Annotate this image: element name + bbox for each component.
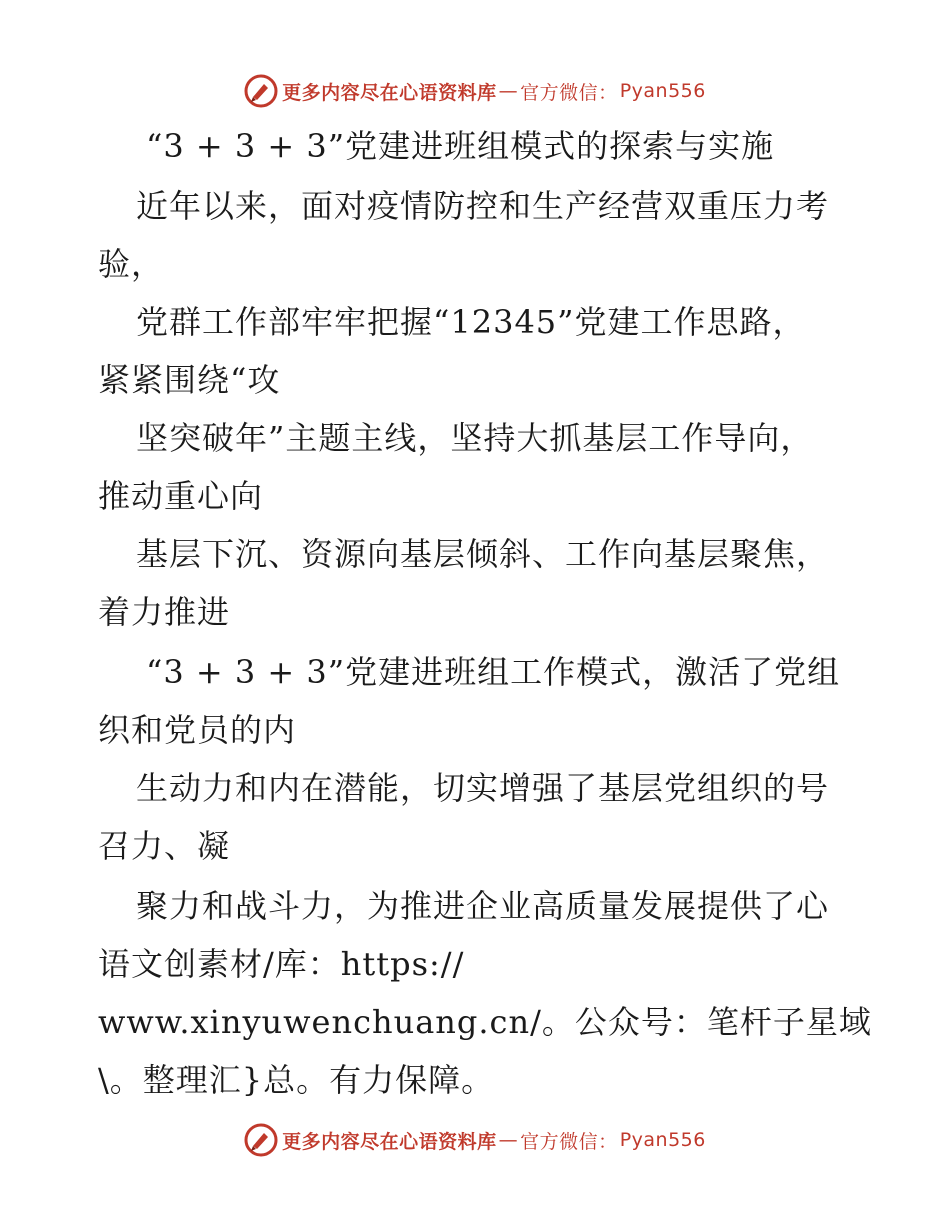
pen-logo-icon <box>244 74 278 108</box>
paragraph-line: 党群工作部牢牢把握“12345”党建工作思路， <box>136 303 806 341</box>
paragraph-line: 坚突破年”主题主线，坚持大抓基层工作导向， <box>136 419 814 457</box>
paragraph-line: “3 + 3 + 3”党建进班组工作模式，激活了党组 <box>146 653 841 691</box>
banner-wechat-id: Pyan556 <box>619 1129 706 1151</box>
banner-lead-text: 更多内容尽在心语资料库 <box>282 81 497 104</box>
paragraph-line: \。整理汇}总。有力保障。 <box>98 1061 495 1099</box>
paragraph-line: 紧紧围绕“攻 <box>98 361 281 399</box>
document-title: “3 + 3 + 3”党建进班组模式的探索与实施 <box>146 127 775 165</box>
paragraph-line: 近年以来，面对疫情防控和生产经营双重压力考 <box>136 187 830 225</box>
paragraph-line: 验， <box>98 245 165 283</box>
footer-banner <box>0 1120 950 1160</box>
paragraph-line: 召力、凝 <box>98 827 231 865</box>
paragraph-line: 语文创素材/库：https:// <box>98 945 465 983</box>
paragraph-line: 着力推进 <box>98 593 231 631</box>
banner-wechat-label: 官方微信： <box>520 81 618 104</box>
paragraph-line: 织和党员的内 <box>98 711 297 749</box>
pen-logo-icon <box>244 1123 278 1157</box>
paragraph-line: 推动重心向 <box>98 477 264 515</box>
header-banner <box>0 71 950 111</box>
banner-dash: — <box>498 80 519 102</box>
banner-lead-text: 更多内容尽在心语资料库 <box>282 1130 497 1153</box>
banner-wechat-label: 官方微信： <box>520 1130 618 1153</box>
banner-dash: — <box>498 1129 519 1151</box>
paragraph-line: www.xinyuwenchuang.cn/。公众号：笔杆子星域 <box>98 1003 872 1041</box>
paragraph-line: 基层下沉、资源向基层倾斜、工作向基层聚焦， <box>136 535 830 573</box>
banner-wechat-id: Pyan556 <box>619 80 706 102</box>
paragraph-line: 生动力和内在潜能，切实增强了基层党组织的号 <box>136 769 830 807</box>
paragraph-line: 聚力和战斗力，为推进企业高质量发展提供了心 <box>136 887 830 925</box>
